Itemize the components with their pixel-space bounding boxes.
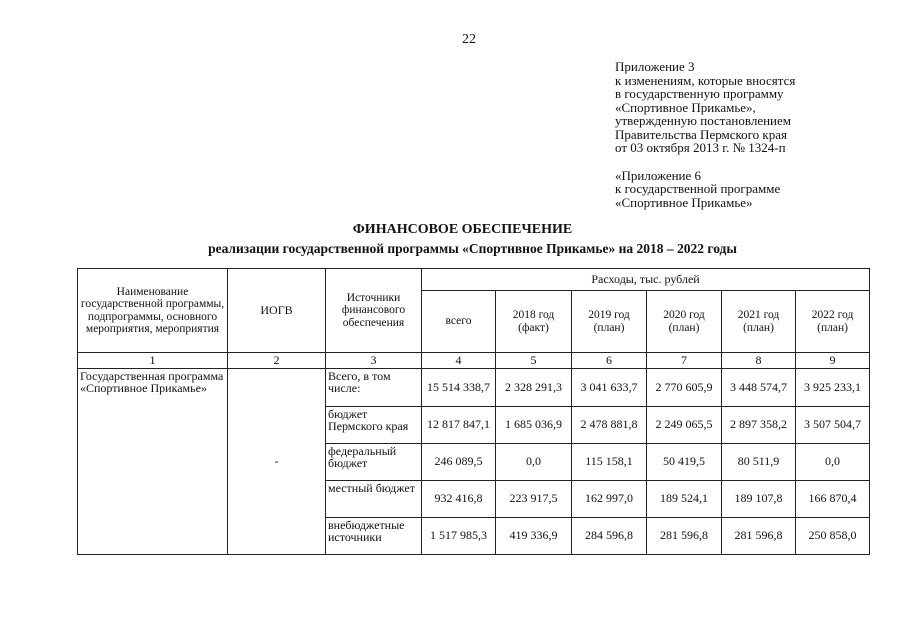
- header-2021: 2021 год (план): [722, 291, 796, 353]
- header-2020: 2020 год (план): [647, 291, 722, 353]
- value-cell: 281 596,8: [647, 517, 722, 554]
- value-cell: 50 419,5: [647, 443, 722, 480]
- source-cell: федеральный бюджет: [326, 443, 422, 480]
- appendix-line: к государственной программе: [615, 181, 781, 196]
- appendix-line: Правительства Пермского края: [615, 126, 787, 142]
- appendix-line: в государственную программу: [615, 86, 784, 101]
- value-cell: 281 596,8: [722, 517, 796, 554]
- value-cell: 246 089,5: [422, 443, 496, 480]
- value-cell: 932 416,8: [422, 480, 496, 517]
- column-number: 6: [572, 353, 647, 369]
- document-subtitle: реализации государственной программы «Спортивное Прикамье» на 2018 – 2022 годы: [208, 241, 737, 256]
- value-cell: 3 041 633,7: [572, 368, 647, 406]
- value-cell: 419 336,9: [496, 517, 572, 554]
- column-number: 5: [496, 353, 572, 369]
- appendix-line: Приложение 3: [615, 59, 695, 74]
- header-name: Наименование государственной программы, подпрограммы, основного мероприятия, мероприятия: [78, 269, 228, 353]
- value-cell: 3 925 233,1: [796, 368, 870, 406]
- header-expenses: Расходы, тыс. рублей: [422, 269, 870, 291]
- value-cell: 189 107,8: [722, 480, 796, 517]
- table-row: [78, 368, 870, 406]
- value-cell: 2 478 881,8: [572, 406, 647, 443]
- value-cell: 0,0: [496, 443, 572, 480]
- value-cell: 0,0: [796, 443, 870, 480]
- appendix-line: «Приложение 6: [615, 167, 702, 183]
- value-cell: 1 517 985,3: [422, 517, 496, 554]
- value-cell: 2 328 291,3: [496, 368, 572, 406]
- column-number: 4: [422, 353, 496, 369]
- document-title: ФИНАНСОВОЕ ОБЕСПЕЧЕНИЕ: [352, 222, 573, 237]
- program-name: Государственная программа «Спортивное Прикамье»: [78, 368, 228, 554]
- source-cell: бюджет Пермского края: [326, 406, 422, 443]
- value-cell: 284 596,8: [572, 517, 647, 554]
- value-cell: 2 249 065,5: [647, 406, 722, 443]
- value-cell: 115 158,1: [572, 443, 647, 480]
- appendix-line: «Спортивное Прикамье»,: [615, 99, 756, 115]
- header-2019: 2019 год (план): [572, 291, 647, 353]
- iogv-value: -: [228, 368, 326, 554]
- column-number: 3: [326, 353, 422, 369]
- column-number: 2: [228, 353, 326, 369]
- column-number: 8: [722, 353, 796, 369]
- source-cell: внебюджетные источники: [326, 517, 422, 554]
- header-iogv: ИОГВ: [228, 269, 326, 353]
- value-cell: 15 514 338,7: [422, 368, 496, 406]
- financing-table: [77, 268, 870, 555]
- appendix-line: «Спортивное Прикамье»: [615, 194, 753, 210]
- value-cell: 80 511,9: [722, 443, 796, 480]
- page-number: 22: [462, 32, 476, 47]
- value-cell: 3 448 574,7: [722, 368, 796, 406]
- value-cell: 2 770 605,9: [647, 368, 722, 406]
- source-cell: Всего, в том числе:: [326, 368, 422, 406]
- value-cell: 12 817 847,1: [422, 406, 496, 443]
- column-number: 1: [78, 353, 228, 369]
- value-cell: 2 897 358,2: [722, 406, 796, 443]
- column-number: 7: [647, 353, 722, 369]
- value-cell: 3 507 504,7: [796, 406, 870, 443]
- value-cell: 166 870,4: [796, 480, 870, 517]
- appendix-line: от 03 октября 2013 г. № 1324-п: [615, 140, 786, 155]
- header-2022: 2022 год (план): [796, 291, 870, 353]
- column-number: 9: [796, 353, 870, 369]
- source-cell: местный бюджет: [326, 480, 422, 517]
- value-cell: 250 858,0: [796, 517, 870, 554]
- value-cell: 162 997,0: [572, 480, 647, 517]
- header-2018: 2018 год (факт): [496, 291, 572, 353]
- value-cell: 189 524,1: [647, 480, 722, 517]
- value-cell: 1 685 036,9: [496, 406, 572, 443]
- appendix-block: [615, 60, 795, 209]
- appendix-line: утвержденную постановлением: [615, 113, 792, 128]
- appendix-line: к изменениям, которые вносятся: [615, 72, 796, 88]
- header-source: Источники финансового обеспечения: [326, 269, 422, 353]
- value-cell: 223 917,5: [496, 480, 572, 517]
- header-total: всего: [422, 291, 496, 353]
